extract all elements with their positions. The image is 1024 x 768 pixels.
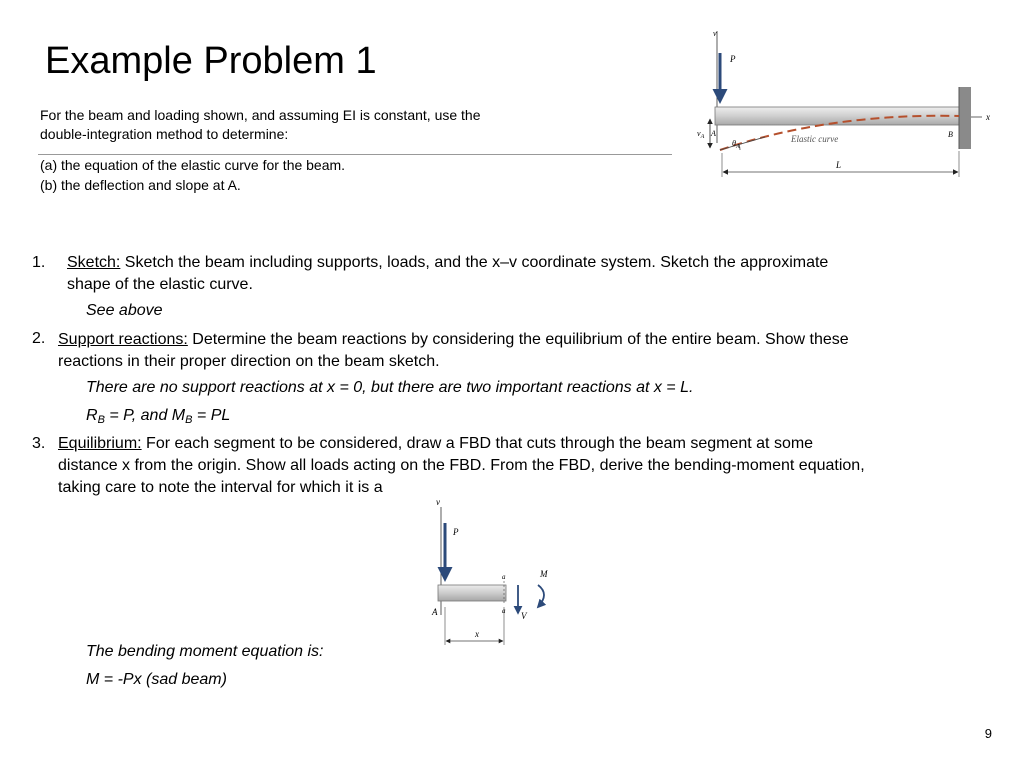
- step-1-line-1: Sketch the beam including supports, loads, and the x–v coordinate system. Sketch the approximate: [120, 254, 829, 271]
- cantilever-beam-figure: [670, 25, 1000, 185]
- fbd-label-v: v: [436, 497, 440, 507]
- label-va: [697, 129, 705, 140]
- step-3-heading: Equilibrium:: [58, 435, 142, 452]
- label-b: B: [948, 130, 953, 139]
- label-a: A: [711, 129, 716, 138]
- label-va-main: v: [697, 129, 701, 138]
- fbd-label-a1: a: [502, 573, 506, 581]
- label-va-sub: A: [700, 134, 705, 140]
- problem-statement: [40, 106, 560, 144]
- step-1-text: [67, 252, 967, 296]
- part-a: (a) the equation of the elastic curve for the beam.: [40, 157, 346, 173]
- fbd-label-shear: V: [521, 611, 527, 621]
- intro-line-1: For the beam and loading shown, and assuming EI is constant, use the: [40, 107, 481, 123]
- label-theta-sub: A: [735, 144, 740, 150]
- beam: [715, 107, 961, 125]
- label-elastic-curve: Elastic curve: [791, 134, 839, 144]
- support-reactions: [86, 407, 230, 425]
- moment-label: The bending moment equation is:: [86, 643, 324, 660]
- reaction-mid: = P, and M: [104, 407, 186, 424]
- reaction-r-sub: B: [97, 414, 105, 426]
- label-theta-main: θ: [732, 139, 736, 148]
- step-2-answer: There are no support reactions at x = 0, but there are two important reactions at x = L.: [86, 379, 694, 396]
- step-3-line-2: distance x from the origin. Show all loads acting on the FBD. From the FBD, derive the bending-moment equation,: [58, 457, 865, 474]
- fbd-label-a2: a: [502, 607, 506, 615]
- step-2-line-1: Determine the beam reactions by considering the equilibrium of the entire beam. Show these: [187, 331, 849, 348]
- label-l: L: [836, 160, 842, 170]
- step-2-text: [58, 329, 978, 373]
- fbd-label-a: A: [432, 607, 438, 617]
- step-1-line-2: shape of the elastic curve.: [67, 276, 253, 293]
- fbd-moment-arrow-m: [538, 585, 544, 607]
- label-x: x: [986, 112, 990, 122]
- fixed-support-wall: [959, 87, 971, 149]
- step-3-number: 3.: [32, 435, 46, 452]
- step-2-number: 2.: [32, 330, 46, 347]
- page-title: Example Problem 1: [45, 40, 377, 82]
- step-3-text: [58, 433, 998, 499]
- label-v: v: [713, 29, 717, 38]
- label-theta-a: [732, 139, 740, 150]
- intro-line-2: double-integration method to determine:: [40, 126, 289, 142]
- step-2-heading: Support reactions:: [58, 331, 188, 348]
- step-1-heading: Sketch:: [67, 254, 121, 271]
- page-number: 9: [984, 726, 992, 741]
- moment-equation: M = -Px (sad beam): [86, 671, 227, 688]
- reaction-r: R: [86, 407, 98, 424]
- step-1-answer: See above: [86, 302, 163, 319]
- step-3-line-3: taking care to note the interval for which it is a: [58, 479, 383, 496]
- step-2-line-2: reactions in their proper direction on the beam sketch.: [58, 353, 440, 370]
- label-p: P: [730, 54, 736, 64]
- fbd-beam-segment: [438, 585, 506, 601]
- fbd-label-m: M: [540, 569, 548, 579]
- fbd-label-x: x: [475, 629, 479, 639]
- reaction-m-sub: B: [185, 414, 193, 426]
- step-1-number: 1.: [32, 254, 46, 271]
- reaction-end: = PL: [192, 407, 231, 424]
- problem-parts: [40, 155, 345, 195]
- slope-tangent-line: [720, 137, 765, 150]
- fbd-label-p: P: [453, 527, 459, 537]
- step-3-line-1: For each segment to be considered, draw a FBD that cuts through the beam segment at some: [141, 435, 814, 452]
- part-b: (b) the deflection and slope at A.: [40, 177, 241, 193]
- fbd-figure: [420, 495, 560, 645]
